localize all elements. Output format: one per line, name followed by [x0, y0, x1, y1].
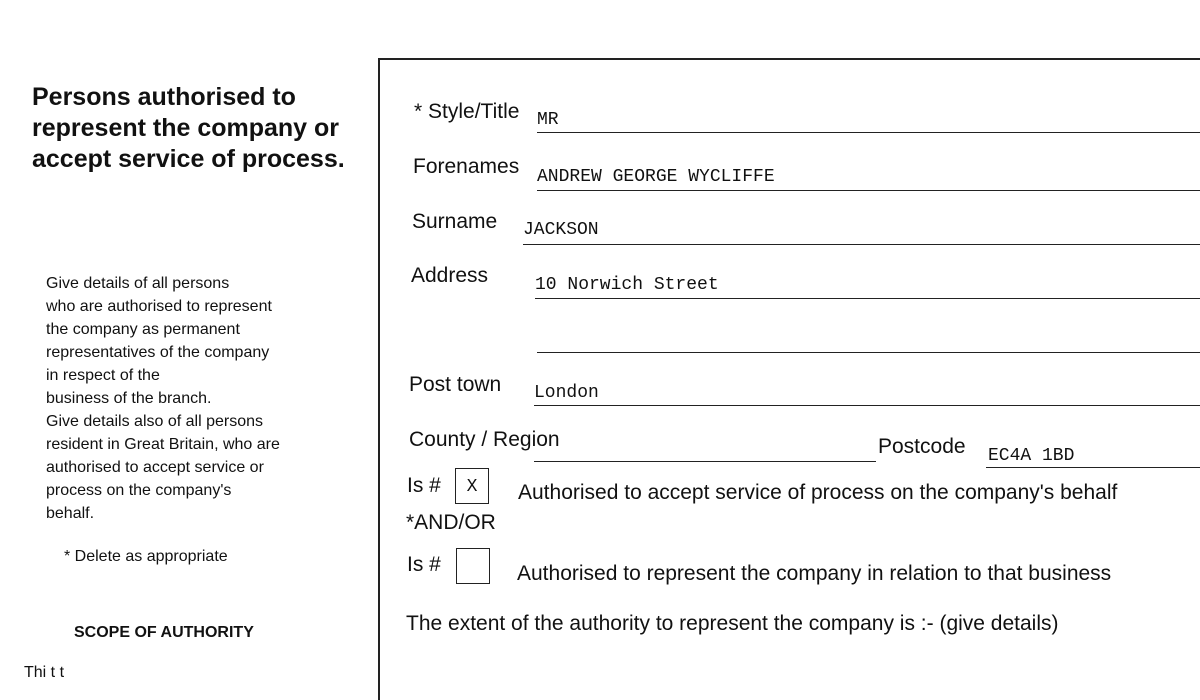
style-title-underline — [537, 132, 1200, 133]
scope-of-authority-title: SCOPE OF AUTHORITY — [74, 624, 254, 641]
county-region-label: County / Region — [409, 428, 560, 451]
style-title-value[interactable]: MR — [537, 110, 559, 130]
represent-company-checkbox[interactable] — [456, 548, 490, 584]
style-title-label: * Style/Title — [414, 100, 520, 123]
instructions — [46, 272, 346, 525]
and-or-label: *AND/OR — [406, 511, 496, 534]
post-town-value[interactable]: London — [534, 383, 599, 403]
postcode-underline — [986, 467, 1200, 468]
surname-label: Surname — [412, 210, 498, 233]
county-region-underline — [534, 461, 876, 462]
surname-underline — [523, 244, 1200, 245]
instructions-paragraph-2: Give details also of all persons resident in Great Britain, who are authorised to accept service or process on the company's behalf. — [46, 413, 280, 522]
forenames-value[interactable]: ANDREW GEORGE WYCLIFFE — [537, 167, 775, 187]
forenames-label: Forenames — [413, 155, 520, 178]
section-heading: Persons authorised to represent the company or accept service of process. — [32, 83, 345, 173]
address-line-1-value[interactable]: 10 Norwich Street — [535, 275, 719, 295]
option2-prefix: Is # — [407, 553, 441, 576]
accept-service-text: Authorised to accept service of process on the company's behalf — [518, 481, 1118, 504]
forenames-underline — [537, 190, 1200, 191]
address-line-2-underline — [537, 352, 1200, 353]
accept-service-checkbox[interactable]: X — [455, 468, 489, 504]
postcode-label: Postcode — [878, 435, 966, 458]
cut-off-text: Thi t t — [24, 664, 65, 681]
represent-company-text: Authorised to represent the company in relation to that business — [517, 562, 1112, 585]
post-town-label: Post town — [409, 373, 502, 396]
delete-note: * Delete as appropriate — [64, 548, 228, 565]
address-label: Address — [411, 264, 489, 287]
post-town-underline — [534, 405, 1200, 406]
extent-of-authority-text: The extent of the authority to represent the company is :- (give details) — [406, 612, 1059, 635]
instructions-paragraph-1: Give details of all persons who are authorised to represent the company as permanent representatives of the company in respect of the business of the branch. — [46, 275, 272, 407]
option1-prefix: Is # — [407, 474, 441, 497]
address-line-1-underline — [535, 298, 1200, 299]
surname-value[interactable]: JACKSON — [523, 220, 599, 240]
postcode-value[interactable]: EC4A 1BD — [988, 446, 1075, 466]
